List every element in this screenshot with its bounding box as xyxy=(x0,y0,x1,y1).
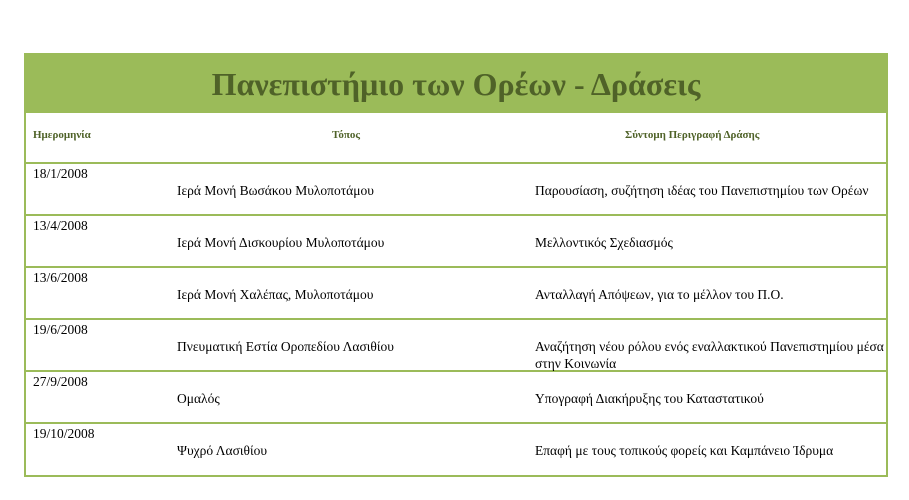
table-row xyxy=(26,268,886,320)
table-row xyxy=(26,216,886,268)
title-band xyxy=(26,55,886,113)
row-place: Ιερά Μονή Χαλέπας, Μυλοποτάμου xyxy=(177,287,374,302)
header-place: Τόπος xyxy=(332,129,361,141)
row-description: Επαφή με τους τοπικούς φορείς και Καμπάνειο Ίδρυμα xyxy=(535,443,834,458)
row-date: 13/6/2008 xyxy=(33,270,88,285)
row-date: 18/1/2008 xyxy=(33,166,88,181)
row-place: Ομαλός xyxy=(177,391,220,406)
row-description: Αναζήτηση νέου ρόλου ενός εναλλακτικού Πανεπιστημίου μέσα στην Κοινωνία xyxy=(535,339,884,371)
header-description: Σύντομη Περιγραφή Δράσης xyxy=(625,129,760,141)
row-place: Ψυχρό Λασιθίου xyxy=(177,443,268,458)
table-row xyxy=(26,372,886,424)
row-place: Πνευματική Εστία Οροπεδίου Λασιθίου xyxy=(177,339,394,354)
row-description: Παρουσίαση, συζήτηση ιδέας του Πανεπιστημίου των Ορέων xyxy=(535,183,869,198)
row-description: Υπογραφή Διακήρυξης του Καταστατικού xyxy=(535,391,764,406)
row-place: Ιερά Μονή Δισκουρίου Μυλοποτάμου xyxy=(177,235,385,250)
header-date: Ημερομηνία xyxy=(33,129,91,141)
table-row xyxy=(26,164,886,216)
row-place: Ιερά Μονή Βωσάκου Μυλοποτάμου xyxy=(177,183,374,198)
row-description: Ανταλλαγή Απόψεων, για το μέλλον του Π.Ο. xyxy=(535,287,784,302)
page-title: Πανεπιστήμιο των Ορέων - Δράσεις xyxy=(211,66,701,102)
table-header-row xyxy=(26,113,886,164)
row-date: 27/9/2008 xyxy=(33,374,88,389)
row-date: 13/4/2008 xyxy=(33,218,88,233)
row-date: 19/6/2008 xyxy=(33,322,88,337)
table-row xyxy=(26,320,886,372)
row-description: Μελλοντικός Σχεδιασμός xyxy=(535,235,673,250)
activities-table xyxy=(24,53,888,477)
row-date: 19/10/2008 xyxy=(33,426,95,441)
table-row xyxy=(26,424,886,476)
